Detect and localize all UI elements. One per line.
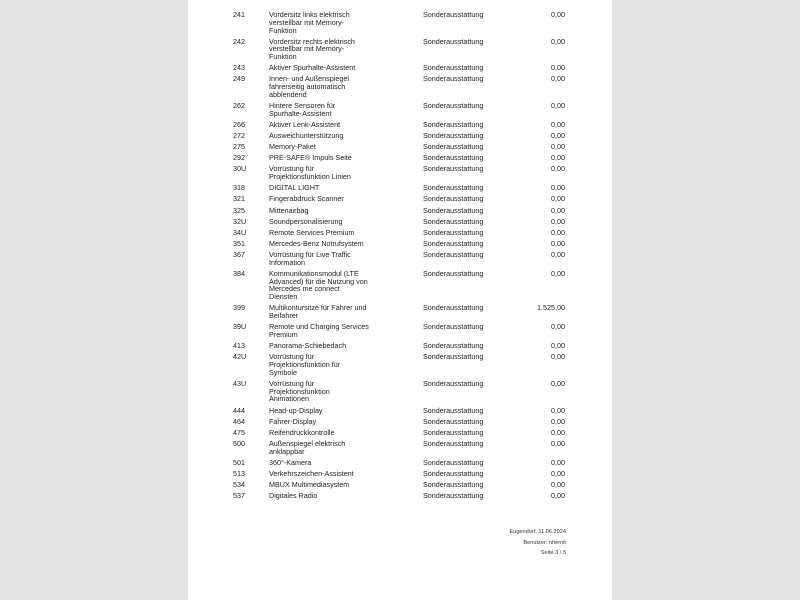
- table-row: [188, 11, 612, 34]
- option-category: Sonderausstattung: [423, 227, 484, 237]
- option-amount: 0,00: [551, 101, 565, 111]
- option-amount: 0,00: [551, 416, 565, 426]
- option-category: Sonderausstattung: [423, 36, 484, 46]
- option-category: Sonderausstattung: [423, 183, 484, 193]
- option-amount: 0,00: [551, 63, 565, 73]
- table-row: [188, 470, 612, 478]
- option-description: Verkehrszeichen-Assistent: [269, 468, 354, 478]
- option-code: 318: [233, 183, 245, 193]
- option-category: Sonderausstattung: [423, 10, 484, 19]
- table-row: [188, 323, 612, 339]
- option-category: Sonderausstattung: [423, 238, 484, 248]
- option-description: Digitales Radio: [269, 490, 318, 500]
- table-row: [188, 342, 612, 350]
- option-code: 39U: [233, 322, 247, 332]
- table-row: [188, 418, 612, 426]
- option-code: 475: [233, 427, 245, 437]
- option-code: 351: [233, 238, 245, 248]
- option-code: 30U: [233, 164, 247, 174]
- option-category: Sonderausstattung: [423, 405, 484, 415]
- option-category: Sonderausstattung: [423, 352, 484, 362]
- option-code: 275: [233, 142, 245, 152]
- option-description: Vordersitz links elektrisch verstellbar mit Memory-Funktion: [269, 10, 350, 35]
- option-code: 243: [233, 63, 245, 73]
- option-code: 32U: [233, 216, 247, 226]
- option-amount: 0,00: [551, 205, 565, 215]
- table-row: [188, 440, 612, 456]
- option-code: 367: [233, 249, 245, 259]
- option-description: Aktiver Spurhalte-Assistent: [269, 63, 356, 73]
- option-description: Mittenairbag: [269, 205, 309, 215]
- option-category: Sonderausstattung: [423, 205, 484, 215]
- table-row: [188, 195, 612, 203]
- option-description: Außenspiegel elektrisch anklappbar: [269, 438, 346, 456]
- option-category: Sonderausstattung: [423, 468, 484, 478]
- option-category: Sonderausstattung: [423, 74, 484, 84]
- table-row: [188, 143, 612, 151]
- option-amount: 0,00: [551, 468, 565, 478]
- option-amount: 0,00: [551, 405, 565, 415]
- option-description: DIGITAL LIGHT: [269, 183, 320, 193]
- option-code: 262: [233, 101, 245, 111]
- option-description: Memory-Paket: [269, 142, 316, 152]
- option-amount: 0,00: [551, 131, 565, 141]
- table-row: [188, 121, 612, 129]
- option-category: Sonderausstattung: [423, 153, 484, 163]
- option-category: Sonderausstattung: [423, 427, 484, 437]
- option-description: Multikontursitze für Fahrer und Beifahrer: [269, 303, 367, 321]
- option-category: Sonderausstattung: [423, 194, 484, 204]
- option-code: 42U: [233, 352, 247, 362]
- option-category: Sonderausstattung: [423, 479, 484, 489]
- option-code: 249: [233, 74, 245, 84]
- table-row: [188, 229, 612, 237]
- option-description: Ausweichunterstützung: [269, 131, 344, 141]
- table-row: [188, 270, 612, 301]
- table-row: [188, 459, 612, 467]
- table-row: [188, 75, 612, 98]
- option-code: 413: [233, 341, 245, 351]
- option-amount: 0,00: [551, 341, 565, 351]
- option-description: Hintere Sensoren für Spurhalte-Assistent: [269, 101, 336, 118]
- option-description: Vorrüstung für Live Traffic Information: [269, 249, 351, 267]
- table-row: [188, 64, 612, 72]
- option-amount: 0,00: [551, 378, 565, 388]
- option-category: Sonderausstattung: [423, 303, 484, 313]
- option-description: Remote Services Premium: [269, 227, 355, 237]
- table-row: [188, 251, 612, 267]
- table-row: [188, 240, 612, 248]
- option-description: Fahrer-Display: [269, 416, 317, 426]
- option-amount: 0,00: [551, 249, 565, 259]
- table-row: [188, 492, 612, 500]
- option-description: 360°-Kamera: [269, 457, 312, 467]
- table-row: [188, 481, 612, 489]
- option-amount: 0,00: [551, 438, 565, 448]
- table-row: [188, 353, 612, 376]
- option-amount: 0,00: [551, 457, 565, 467]
- option-amount: 0,00: [551, 216, 565, 226]
- option-category: Sonderausstattung: [423, 216, 484, 226]
- option-category: Sonderausstattung: [423, 249, 484, 259]
- option-category: Sonderausstattung: [423, 438, 484, 448]
- option-amount: 0,00: [551, 268, 565, 278]
- option-description: Fingerabdruck Scanner: [269, 194, 344, 204]
- option-category: Sonderausstattung: [423, 341, 484, 351]
- table-row: [188, 407, 612, 415]
- option-category: Sonderausstattung: [423, 416, 484, 426]
- table-row: [188, 184, 612, 192]
- option-description: Vordersitz rechts elektrisch verstellbar mit Memory-Funktion: [269, 36, 355, 62]
- option-code: 399: [233, 303, 245, 313]
- option-code: 321: [233, 194, 245, 204]
- option-code: 501: [233, 457, 245, 467]
- option-amount: 0,00: [551, 10, 565, 19]
- option-amount: 0,00: [551, 322, 565, 332]
- option-code: 500: [233, 438, 245, 448]
- option-amount: 0,00: [551, 352, 565, 362]
- option-description: Reifendruckkontrolle: [269, 427, 335, 437]
- table-row: [188, 154, 612, 162]
- option-category: Sonderausstattung: [423, 131, 484, 141]
- table-row: [188, 207, 612, 215]
- document-page: [188, 0, 612, 600]
- option-code: 292: [233, 153, 245, 163]
- footer-place-date: Eugendorf, 11.06.2024: [509, 529, 566, 535]
- option-amount: 0,00: [551, 194, 565, 204]
- option-amount: 0,00: [551, 479, 565, 489]
- option-amount: 0,00: [551, 74, 565, 84]
- option-description: Aktiver Lenk-Assistent: [269, 120, 341, 130]
- option-category: Sonderausstattung: [423, 268, 484, 278]
- option-description: Panorama-Schiebedach: [269, 341, 347, 351]
- table-row: [188, 38, 612, 61]
- table-row: [188, 218, 612, 226]
- option-amount: 0,00: [551, 120, 565, 130]
- option-description: Innen- und Außenspiegel fahrerseitig automatisch abblendend: [269, 74, 349, 100]
- option-code: 384: [233, 268, 245, 278]
- option-code: 43U: [233, 378, 247, 388]
- equipment-table: [188, 11, 612, 503]
- option-amount: 0,00: [551, 490, 565, 500]
- table-row: [188, 102, 612, 118]
- footer-page-number: Seite 3 / 5: [540, 550, 566, 556]
- option-code: 444: [233, 405, 245, 415]
- option-description: MBUX Multimediasystem: [269, 479, 350, 489]
- option-category: Sonderausstattung: [423, 490, 484, 500]
- option-category: Sonderausstattung: [423, 322, 484, 332]
- option-code: 266: [233, 120, 245, 130]
- option-description: Vorrüstung für Projektionsfunktion Linien: [269, 164, 351, 182]
- option-amount: 0,00: [551, 164, 565, 174]
- option-amount: 0,00: [551, 427, 565, 437]
- table-row: [188, 429, 612, 437]
- option-amount: 0,00: [551, 238, 565, 248]
- option-category: Sonderausstattung: [423, 164, 484, 174]
- option-category: Sonderausstattung: [423, 378, 484, 388]
- option-amount: 0,00: [551, 227, 565, 237]
- table-row: [188, 304, 612, 320]
- option-code: 272: [233, 131, 245, 141]
- option-description: Mercedes-Benz Notrufsystem: [269, 238, 364, 248]
- option-description: Vorrüstung für Projektionsfunktion Animationen: [269, 378, 330, 404]
- option-description: PRE-SAFE® Impuls Seite: [269, 153, 352, 163]
- option-code: 325: [233, 205, 245, 215]
- table-row: [188, 380, 612, 403]
- footer-user: Benutzer: nhernit: [523, 539, 566, 546]
- option-amount: 0,00: [551, 153, 565, 163]
- option-description: Remote und Charging Services Premium: [269, 322, 369, 339]
- option-amount: 0,00: [551, 36, 565, 46]
- option-description: Soundpersonalisierung: [269, 216, 343, 226]
- table-row: [188, 132, 612, 140]
- option-category: Sonderausstattung: [423, 457, 484, 467]
- option-description: Vorrüstung für Projektionsfunktion für Symbole: [269, 352, 341, 377]
- option-amount: 1.525,00: [537, 303, 565, 313]
- option-code: 34U: [233, 227, 247, 237]
- option-code: 534: [233, 479, 245, 489]
- option-category: Sonderausstattung: [423, 101, 484, 111]
- option-description: Kommunikationsmodul (LTE Advanced) für die Nutzung von Mercedes me connect Diensten: [269, 268, 368, 302]
- option-category: Sonderausstattung: [423, 120, 484, 130]
- option-code: 242: [233, 36, 245, 46]
- option-code: 464: [233, 416, 245, 426]
- option-code: 537: [233, 490, 245, 500]
- option-code: 513: [233, 468, 245, 478]
- option-amount: 0,00: [551, 183, 565, 193]
- option-category: Sonderausstattung: [423, 142, 484, 152]
- option-category: Sonderausstattung: [423, 63, 484, 73]
- option-code: 241: [233, 10, 245, 19]
- table-row: [188, 165, 612, 181]
- page-footer: [509, 527, 566, 559]
- option-amount: 0,00: [551, 142, 565, 152]
- option-description: Head-up-Display: [269, 405, 323, 415]
